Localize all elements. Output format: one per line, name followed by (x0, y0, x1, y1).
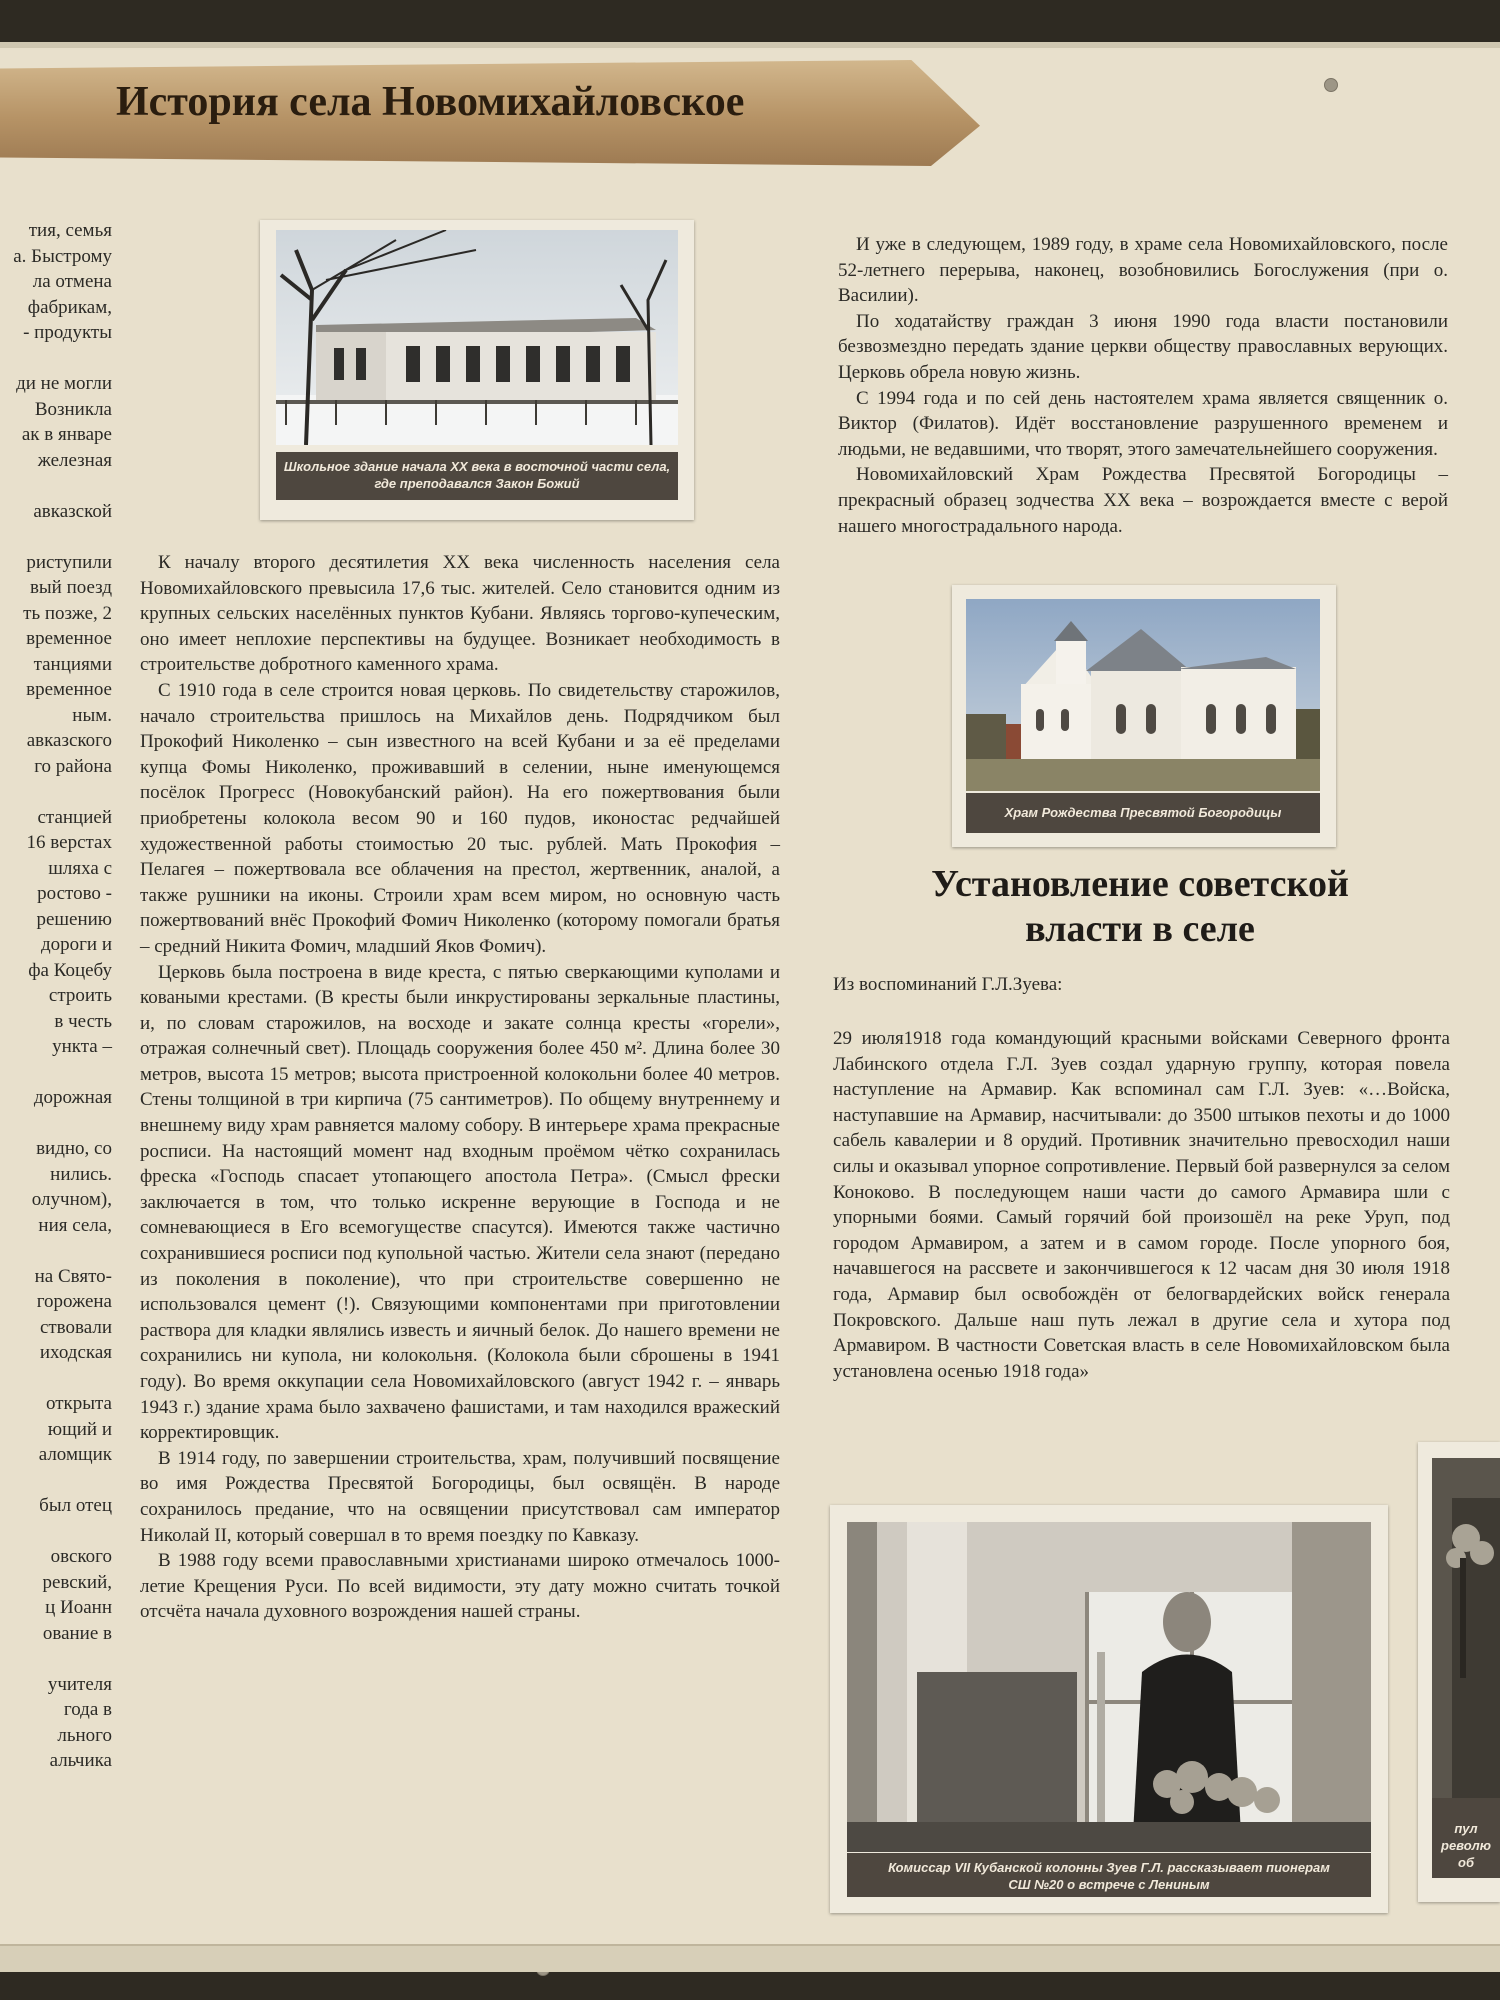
left-fragment-line (0, 1238, 112, 1264)
left-fragment-line: ющий и (47, 1418, 112, 1440)
middle-paragraph: Церковь была построена в виде креста, с пятью сверкающими куполами и коваными крестами. (В кресты были инкрустированы зеркальные пластины, и, по словам старожилов, на восходе и закате солнца кресты «горели», отражая солнечный свет). Площадь сооружения более 450 м². Длина более 30 метров, высота 15 метров; высота пристроенной колокольни более 40 метров. Стены толщиной в три кирпича (75 сантиметров). По общему внутреннему и внешнему виду храм равняется малому собору. В интерьере храма прекрасные росписи. На настоящий момент над входным проёмом чётко сохранилась фреска «Господь спасает утопающего апостола Петра». (Смысл фрески заключается в том, что только искренне верующие в Господа и не сомневающиеся в Его всемогуществе спасутся). Имеются также частично сохранившиеся росписи под купольной частью. Жители села знают (передано из поколения в поколение), что при строительстве совершенно не использовался цемент (!). Связующими компонентами при приготовлении раствора для кладки являлись известь и яичный белок. До нашего времени не сохранились ни купола, ни колокольня. (Колокола были сброшены в 1941 году). Во время оккупации села Новомихайловского (август 1942 г. – январь 1943 г.) здание храма было захвачено фашистами, и там находился вражеский корректировщик. (140, 961, 780, 1444)
left-fragment-line: дороги и (40, 934, 112, 955)
left-fragment-line: овского (50, 1546, 112, 1567)
left-fragment-line: временное (26, 628, 112, 649)
left-fragment-line: танциями (33, 653, 112, 675)
left-fragment-line: аломщик (38, 1444, 112, 1465)
screw (536, 1962, 550, 1976)
left-fragment-line: ревский, (42, 1571, 112, 1593)
caption-line: пул (1454, 1821, 1478, 1836)
left-fragment-line: риступили (26, 551, 112, 573)
left-fragment-line: ункта – (52, 1036, 112, 1057)
zuev-photo (847, 1522, 1371, 1852)
left-fragment-line: дорожная (33, 1087, 112, 1108)
edge-photo-caption (1432, 1798, 1500, 1878)
left-fragment-line: открыта (45, 1393, 112, 1414)
left-fragment-line: ствовали (39, 1316, 112, 1338)
left-fragment-line: - продукты (23, 322, 112, 343)
left-fragment-line (0, 473, 112, 499)
church-image (966, 599, 1320, 791)
left-fragment-line: ак в январе (21, 424, 112, 445)
left-fragment-line: решению (36, 908, 112, 930)
right-paragraph: По ходатайству граждан 3 июня 1990 года власти постановили безвозмездно передать здание церкви обществу православных верующих. Церковь обрела новую жизнь. (838, 310, 1448, 383)
left-fragment-line: фа Коцебу (28, 959, 112, 981)
left-fragment-line (0, 1060, 112, 1086)
left-fragment-line: ростово - (37, 883, 112, 904)
middle-paragraph: С 1910 года в селе строится новая церковь. По свидетельству старожилов, начало строительства пришлось на Михайлов день. Подрядчиком был Прокофий Николенко – сын известного на всей Кубани и за её пределами купца Фомы Николенко, проживавший в селении, ныне именующемся посёлок Прогресс (Новокубанский район). На его пожертвования были приобретены колокола весом 90 и 160 пудов, иконостас редчайшей художественной работы стоимостью 20 тыс. рублей. Мать Прокофия – Пелагея – пожертвовала все облачения на престол, жертвенник, аналой, а также рушники на иконы. Строили храм всем миром, но основную часть пожертвований внёс Прокофий Фомич Николенко (которому помогали братья – средний Никита Фомич, младший Яков Фомич). (140, 679, 780, 957)
screw (178, 1958, 192, 1972)
left-fragment-line: льного (57, 1724, 112, 1746)
left-fragment-line (0, 1468, 112, 1494)
left-fragment-line: 16 верстах (26, 832, 112, 853)
left-fragment-line: а. Быстрому (13, 245, 112, 267)
left-fragment-line: вый поезд (29, 577, 112, 598)
left-fragment-line (0, 1519, 112, 1545)
edge-photo-card (1418, 1442, 1500, 1902)
school-photo-caption (276, 452, 678, 500)
left-fragment-line: иходская (39, 1342, 112, 1363)
left-fragment-line: тия, семья (28, 220, 112, 241)
church-photo-card (952, 585, 1336, 847)
left-fragment-line: временное (26, 679, 112, 700)
school-photo (276, 230, 678, 445)
left-fragment-line: го района (34, 755, 112, 777)
screw (1324, 1958, 1338, 1972)
memoir-paragraph: 29 июля1918 года командующий красными войсками Северного фронта Лабинского отдела Г.Л. Зуев создал ударную группу, которая повела наступление на Армавир. Как вспоминал сам Г.Л. Зуев: «…Войска, наступавшие на Армавир, насчитывали: до 3500 штыков пехоты и до 1000 сабель кавалерии и 8 орудий. Противник значительно превосходил наши силы и оказывал упорное сопротивление. Первый бой развернулся за селом Коноково. В последующем наши части до самого Армавира шли с упорными боями. Самый горячий бой произошёл на реке Уруп, под городом Армавиром, а затем и в самом городе. После упорного боя, начавшегося на рассвете и закончившегося к 12 часам дня 30 июля 1918 года, Армавир был освобождён от белогвардейских войск генерала Покровского. Дальше наш путь лежал в другие села и хутора под Армавиром. В частности Советская власть в селе Новомихайловском была установлена осенью 1918 года» (833, 1028, 1450, 1382)
left-fragment-line: шляха с (48, 857, 112, 879)
left-fragment-line: на Свято- (34, 1265, 112, 1287)
edge-image (1432, 1458, 1500, 1798)
caption-line: револю (1441, 1838, 1491, 1853)
section2-heading (830, 862, 1450, 952)
zuev-image (847, 1522, 1371, 1852)
left-fragment-line: был отец (39, 1495, 112, 1516)
middle-paragraph: В 1988 году всеми православными христианами широко отмечалось 1000-летие Крещения Руси. По всей видимости, эту дату можно считать точкой отсчёта начала духовного возрождения нашей страны. (140, 1550, 780, 1623)
left-fragment-line: в честь (54, 1010, 112, 1032)
caption-line: СШ №20 о встрече с Лениным (1008, 1877, 1210, 1892)
edge-photo (1432, 1458, 1500, 1798)
left-fragment-line: ование в (42, 1622, 112, 1644)
middle-paragraph: К началу второго десятилетия XX века численность населения села Новомихайловского превысила 17,6 тыс. жителей. Село становится одним из крупных сельских населённых пунктов Кубани. Являясь торгово-купеческим, оно имеет неплохие перспективы на будущее. Возникает необходимость в строительстве добротного каменного храма. (140, 552, 780, 676)
left-clipped-column (0, 218, 114, 1798)
left-fragment-line: ния села, (38, 1214, 112, 1236)
left-fragment-line (0, 1366, 112, 1392)
left-fragment-line: ным. (72, 704, 112, 726)
left-fragment-line: авказского (26, 730, 112, 751)
left-fragment-line: железная (37, 449, 112, 471)
school-photo-card (260, 220, 694, 520)
middle-paragraph: В 1914 году, по завершении строительства, храм, получивший посвящение во имя Рождества Пресвятой Богородицы, был освящён. В народе сохранилось предание, что на освящении присутствовал сам император Николай II, который совершал в то время поездку по Кавказу. (140, 1447, 780, 1546)
section2-heading-line: власти в селе (1025, 908, 1255, 950)
page-title: История села Новомихайловское (116, 79, 745, 125)
left-fragment-line: учителя (47, 1673, 112, 1695)
left-fragment-list (0, 218, 112, 1774)
school-building-image (276, 230, 678, 445)
zuev-photo-card (830, 1505, 1388, 1913)
caption-line: где преподавался Закон Божий (374, 476, 580, 491)
church-photo-caption (966, 793, 1320, 833)
left-fragment-line: фабрикам, (27, 296, 112, 318)
right-paragraph: И уже в следующем, 1989 году, в храме села Новомихайловского, после 52-летнего перерыва, наконец, возобновились Богослужения (при о. Василии). (838, 234, 1448, 307)
left-fragment-line: ть позже, 2 (23, 602, 112, 624)
left-fragment-line (0, 524, 112, 550)
right-paragraph: Новомихайловский Храм Рождества Пресвятой Богородицы – прекрасный образец зодчества XX века – возрождается вместе с верой нашего многострадального народа. (838, 464, 1448, 537)
left-fragment-line: строить (48, 985, 112, 1006)
left-fragment-line: Возникла (34, 398, 112, 420)
left-fragment-line (0, 346, 112, 372)
memoir-source: Из воспоминаний Г.Л.Зуева: (833, 974, 1063, 995)
left-fragment-line: ц Иоанн (45, 1597, 112, 1618)
zuev-photo-caption (847, 1853, 1371, 1897)
caption-line: Комиссар VII Кубанской колонны Зуев Г.Л. рассказывает пионерам (888, 1860, 1330, 1875)
section2-heading-line: Установление советской (931, 863, 1349, 905)
caption-line: об (1458, 1855, 1474, 1870)
memoir-text (833, 1026, 1450, 1384)
caption-line: Храм Рождества Пресвятой Богородицы (1004, 805, 1282, 820)
left-fragment-line: нились. (50, 1163, 112, 1185)
church-photo (966, 599, 1320, 791)
left-fragment-line (0, 1646, 112, 1672)
caption-line: Школьное здание начала XX века в восточной части села, (283, 459, 671, 474)
left-fragment-line: альчика (49, 1750, 112, 1771)
left-fragment-line (0, 1111, 112, 1137)
left-fragment-line (0, 779, 112, 805)
left-fragment-line: ди не могли (16, 373, 112, 394)
left-fragment-line: горожена (36, 1291, 112, 1312)
left-fragment-line: станцией (37, 806, 112, 828)
right-paragraph: С 1994 года и по сей день настоятелем храма является священник о. Виктор (Филатов). Идёт восстановление разрушенного временем и людьми, не ведавшими, что творят, этого замечательнейшего сооружения. (838, 387, 1448, 460)
left-fragment-line: видно, со (36, 1138, 112, 1159)
left-fragment-line: авказской (33, 500, 112, 522)
right-text-column (838, 232, 1448, 539)
left-fragment-line: ла отмена (32, 271, 112, 292)
screw (1324, 78, 1338, 92)
middle-text-column (140, 550, 780, 1625)
left-fragment-line: олучном), (31, 1189, 112, 1210)
left-fragment-line: года в (63, 1699, 112, 1720)
